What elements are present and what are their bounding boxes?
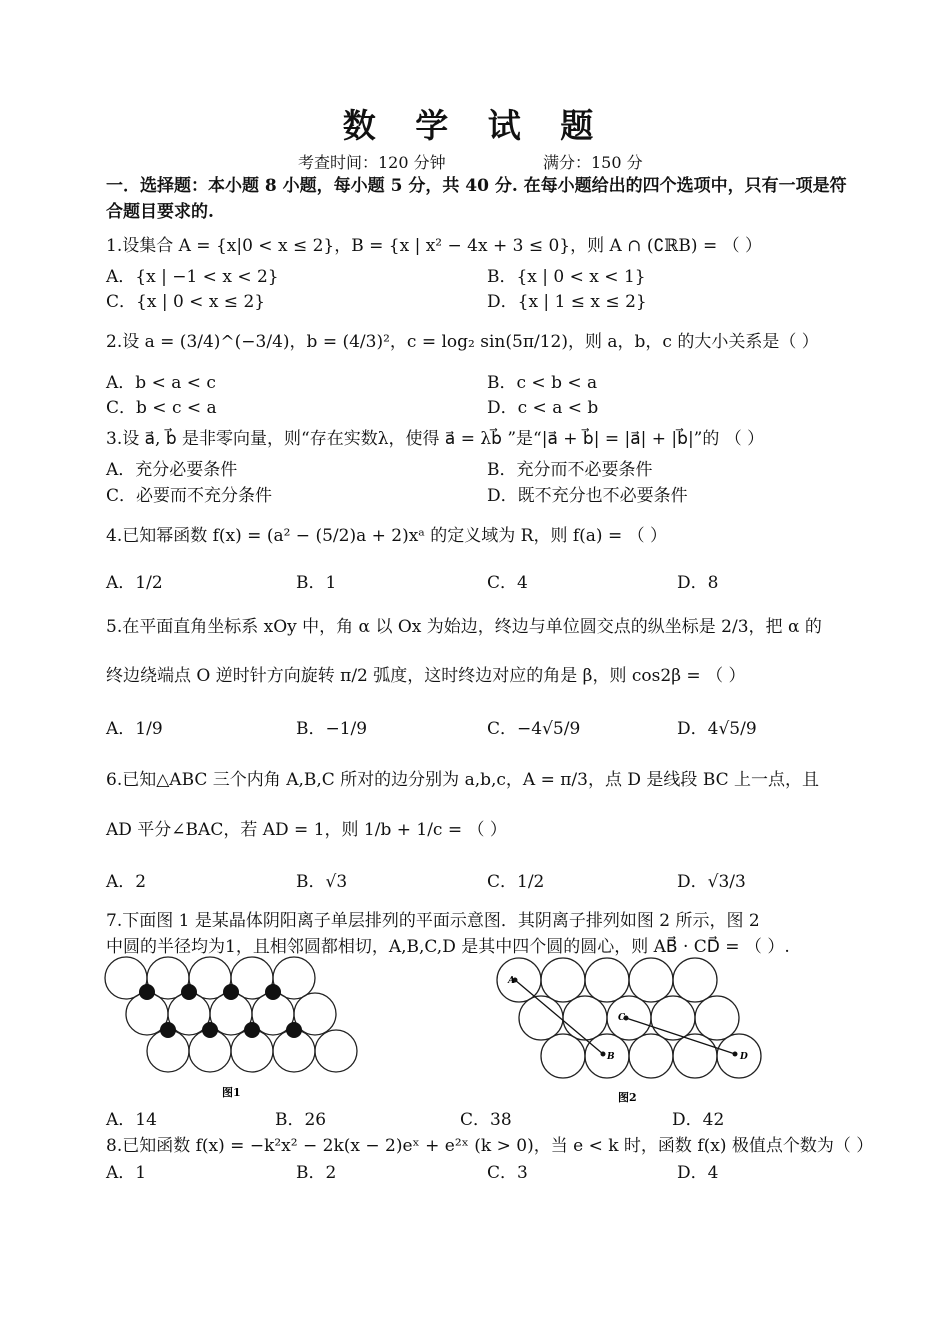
question-3-stem: 3.设 a⃗, b⃗ 是非零向量，则“存在实数λ，使得 a⃗ = λb⃗ ”是“|a⃗ + b⃗| = |a⃗| + |b⃗|”的 （ ） (106, 429, 765, 449)
question-2-stem: 2.设 a = (3/4)^(−3/4)，b = (4/3)²，c = log₂ sin(5π/12)，则 a，b，c 的大小关系是（ ） (106, 332, 819, 352)
q2-option-d: D．c < a < b (487, 398, 599, 418)
q5-option-a: A．1/9 (106, 719, 163, 739)
figure-2-label-b: B (607, 1052, 615, 1062)
figure-2 (490, 952, 770, 1107)
q6-option-a: A．2 (106, 872, 147, 892)
q4-option-c: C．4 (487, 573, 528, 593)
q8-option-c: C．3 (487, 1163, 528, 1183)
q7-option-a: A．14 (106, 1110, 157, 1130)
section-heading: 一．选择题：本小题 8 小题，每小题 5 分，共 40 分. 在每小题给出的四个选项中，只有一项是符合题目要求的. (106, 176, 847, 222)
q4-option-b: B．1 (296, 573, 337, 593)
q4-option-d: D．8 (677, 573, 719, 593)
q1-option-c: C．{x | 0 < x ≤ 2} (106, 292, 266, 312)
q6-option-c: C．1/2 (487, 872, 545, 892)
q8-option-b: B．2 (296, 1163, 337, 1183)
exam-time: 考查时间：120 分钟 (298, 153, 446, 172)
q2-option-a: A．b < a < c (106, 373, 216, 393)
q4-option-a: A．1/2 (106, 573, 163, 593)
q5-option-d: D．4√5/9 (677, 719, 757, 739)
question-7-stem-line2: 中圆的半径均为1，且相邻圆都相切，A,B,C,D 是其中四个圆的圆心，则 AB⃗ · CD⃗ = （ ）. (106, 937, 790, 957)
question-5-stem-line2: 终边绕端点 O 逆时针方向旋转 π/2 弧度，这时终边对应的角是 β，则 cos2β = （ ） (106, 666, 746, 686)
page-title: 数 学 试 题 (342, 106, 608, 145)
figure-2-caption: 图2 (618, 1091, 637, 1104)
q3-option-b: B．充分而不必要条件 (487, 460, 653, 480)
question-6-stem-line2: AD 平分∠BAC，若 AD = 1，则 1/b + 1/c = （ ） (106, 820, 507, 840)
question-5-stem-line1: 5.在平面直角坐标系 xOy 中，角 α 以 Ox 为始边，终边与单位圆交点的纵坐标是 2/3，把 α 的 (106, 617, 822, 637)
q2-option-b: B．c < b < a (487, 373, 598, 393)
q5-option-b: B．−1/9 (296, 719, 368, 739)
q1-option-b: B．{x | 0 < x < 1} (487, 267, 646, 287)
figure-2-label-d: D (740, 1052, 748, 1062)
q3-option-a: A．充分必要条件 (106, 460, 238, 480)
q7-option-b: B．26 (275, 1110, 327, 1130)
question-1-stem: 1.设集合 A = {x|0 < x ≤ 2}，B = {x | x² − 4x + 3 ≤ 0}，则 A ∩ (∁ℝB) = （ ） (106, 236, 763, 256)
question-8-stem: 8.已知函数 f(x) = −k²x² − 2k(x − 2)eˣ + e²ˣ (k > 0)，当 e < k 时，函数 f(x) 极值点个数为（ ） (106, 1136, 874, 1156)
q8-option-d: D．4 (677, 1163, 719, 1183)
figure-1-caption: 图1 (222, 1086, 241, 1099)
q3-option-c: C．必要而不充分条件 (106, 486, 273, 506)
figure-2-label-a: A (508, 976, 515, 986)
q3-option-d: D．既不充分也不必要条件 (487, 486, 688, 506)
figure-1 (100, 956, 370, 1102)
question-7-stem-line1: 7.下面图 1 是某晶体阴阳离子单层排列的平面示意图．其阴离子排列如图 2 所示，图 2 (106, 911, 760, 931)
q1-option-d: D．{x | 1 ≤ x ≤ 2} (487, 292, 647, 312)
q6-option-b: B．√3 (296, 872, 348, 892)
q7-option-c: C．38 (460, 1110, 512, 1130)
q1-option-a: A．{x | −1 < x < 2} (106, 267, 279, 287)
q7-option-d: D．42 (672, 1110, 725, 1130)
q5-option-c: C．−4√5/9 (487, 719, 581, 739)
question-4-stem: 4.已知幂函数 f(x) = (a² − (5/2)a + 2)xᵃ 的定义域为 R，则 f(a) = （ ） (106, 526, 668, 546)
q6-option-d: D．√3/3 (677, 872, 746, 892)
question-6-stem-line1: 6.已知△ABC 三个内角 A,B,C 所对的边分别为 a,b,c，A = π/3，点 D 是线段 BC 上一点，且 (106, 770, 820, 790)
full-score: 满分：150 分 (543, 153, 643, 172)
q2-option-c: C．b < c < a (106, 398, 217, 418)
figure-2-label-c: C (618, 1013, 626, 1023)
q8-option-a: A．1 (106, 1163, 147, 1183)
